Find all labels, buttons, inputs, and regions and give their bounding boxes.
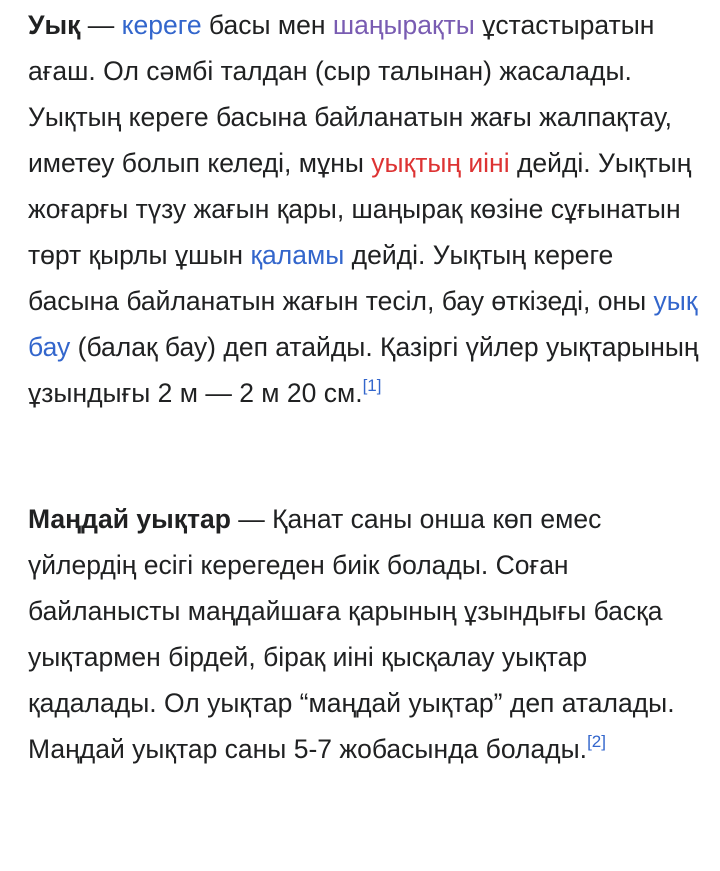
- paragraph-mandai-uyktar: [28, 496, 708, 772]
- paragraph-uyk: [28, 0, 708, 416]
- link-uyk-iini[interactable]: уықтың иіні: [371, 148, 510, 178]
- reference-link-1[interactable]: [1]: [362, 376, 382, 395]
- link-kerege[interactable]: кереге: [121, 10, 202, 40]
- term-uyk: Уық: [28, 10, 81, 40]
- link-kalamy[interactable]: қаламы: [250, 240, 345, 270]
- link-uyk-bau[interactable]: уық бау: [28, 286, 698, 362]
- text-segment: дейді. Уықтың жоғарғы түзу жағын қары, шаңырақ көзіне сұғынатын төрт қырлы ұшын: [28, 148, 692, 270]
- text-segment: дейді. Уықтың кереге басына байланатын жағын тесіл, бау өткізеді, оны: [28, 240, 654, 316]
- link-shanyrak[interactable]: шаңырақты: [332, 10, 475, 40]
- term-mandai-uyktar: Маңдай уықтар: [28, 504, 231, 534]
- text-segment: басы мен: [201, 10, 333, 40]
- text-segment: ұстастыратын ағаш. Ол сәмбі талдан (сыр талынан) жасалады. Уықтың кереге басына байланатын жағы жалпақтау, иметеу болып келеді, мұны: [28, 10, 672, 178]
- reference-link-2[interactable]: [2]: [587, 732, 606, 751]
- text-segment: (балақ бау) деп атайды. Қазіргі үйлер уықтарының ұзындығы 2 м — 2 м 20 см.: [28, 332, 699, 408]
- text-segment: — Қанат саны онша көп емес үйлердің есігі керегеден биік болады. Соған байланысты маңдайшаға қарының ұзындығы басқа уықтармен бірдей, бірақ иіні қысқалау уықтар қадалады. Ол уықтар “маңдай уықтар” деп аталады. Маңдай уықтар саны 5-7 жобасында болады.: [28, 504, 675, 764]
- text-dash: —: [80, 10, 122, 40]
- article-content: [28, 0, 708, 772]
